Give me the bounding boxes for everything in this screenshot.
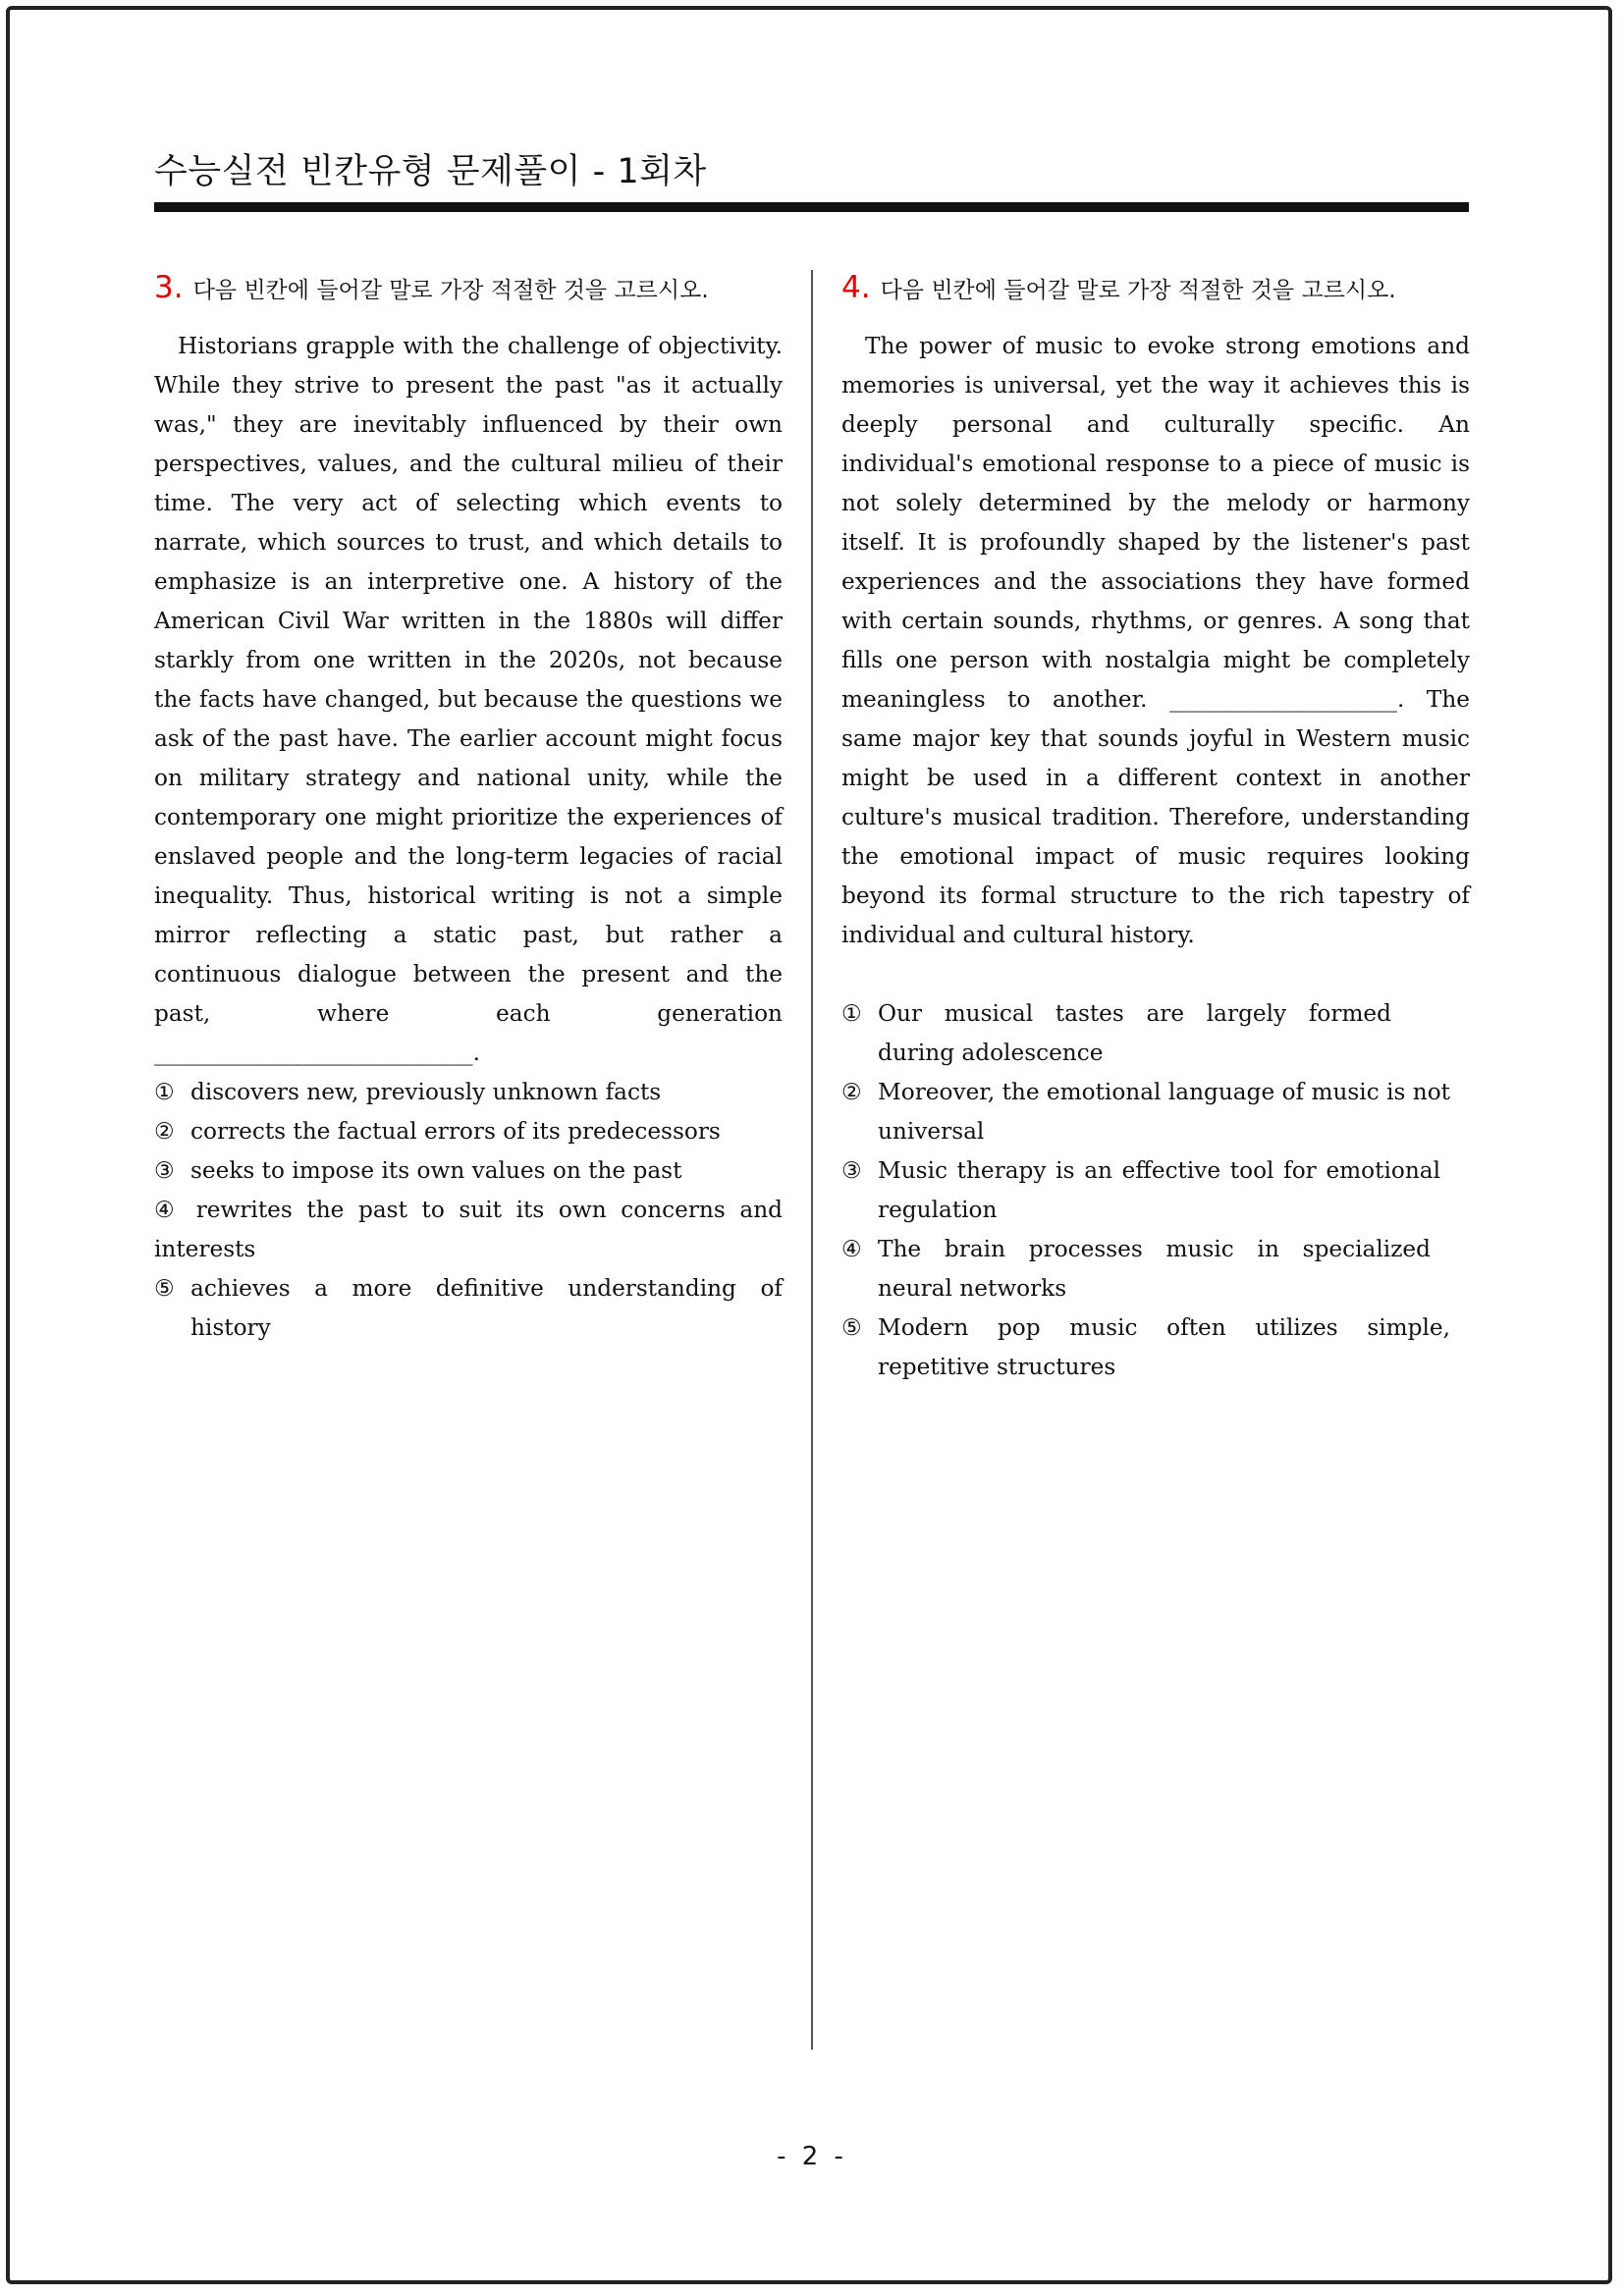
page-header: [154, 147, 1469, 196]
answer-option-3[interactable]: [154, 1151, 783, 1191]
option-text: The brain processes music in specialized neural networks: [878, 1236, 1431, 1302]
answer-option-3[interactable]: [841, 1151, 1470, 1230]
option-mark: ③: [154, 1157, 175, 1184]
option-text: seeks to impose its own values on the past: [190, 1157, 682, 1184]
option-mark: ④: [841, 1236, 862, 1262]
option-text: Music therapy is an effective tool for emotional regulation: [878, 1157, 1440, 1223]
answer-option-5[interactable]: [841, 1308, 1470, 1387]
header-rule: [154, 202, 1469, 212]
option-mark: ③: [841, 1157, 862, 1184]
question-number: 4.: [841, 270, 871, 305]
option-text: discovers new, previously unknown facts: [190, 1079, 662, 1105]
page-title: 수능실전 빈칸유형 문제풀이 - 1회차: [154, 152, 707, 191]
question-instruction: 다음 빈칸에 들어갈 말로 가장 적절한 것을 고르시오.: [880, 278, 1396, 303]
option-mark: ②: [841, 1079, 862, 1105]
answer-option-5[interactable]: [154, 1269, 783, 1348]
option-text: Moreover, the emotional language of music is not universal: [878, 1079, 1450, 1145]
answer-options: [154, 1073, 783, 1348]
question-number: 3.: [154, 270, 184, 305]
answer-options: [841, 994, 1470, 1387]
answer-option-2[interactable]: [154, 1112, 783, 1151]
option-mark: ①: [841, 1000, 862, 1027]
answer-option-4[interactable]: [841, 1230, 1470, 1308]
option-mark: ⑤: [841, 1314, 862, 1341]
question-header: [841, 265, 1470, 313]
question-4: [841, 265, 1470, 1387]
option-mark: ①: [154, 1079, 175, 1105]
option-text: Modern pop music often utilizes simple, repetitive structures: [878, 1314, 1450, 1380]
option-text: rewrites the past to suit its own concerns and interests: [154, 1197, 783, 1262]
option-text: Our musical tastes are largely formed during adolescence: [878, 1000, 1391, 1066]
question-3: [154, 265, 783, 1348]
answer-option-1[interactable]: [154, 1073, 783, 1112]
option-mark: ④: [154, 1197, 183, 1223]
page-number: - 2 -: [777, 2142, 847, 2171]
question-instruction: 다음 빈칸에 들어갈 말로 가장 적절한 것을 고르시오.: [192, 278, 709, 303]
option-mark: ②: [154, 1118, 175, 1145]
column-divider: [811, 270, 813, 2050]
option-mark: ⑤: [154, 1275, 175, 1302]
question-passage: The power of music to evoke strong emotions and memories is universal, yet the way it achieves this is deeply personal and culturally specific. An individual's emotional response to a piece of music is not solely determined by the melody or harmony itself. It is profoundly shaped by the listener's past experiences and the associations they have formed with certain sounds, rhythms, or genres. A song that fills one person with nostalgia might be completely meaningless to another. ____________________. The same major key that sounds joyful in Western music might be used in a different context in another culture's musical tradition. Therefore, understanding the emotional impact of music requires looking beyond its formal structure to the rich tapestry of individual and cultural history.: [841, 333, 1470, 948]
answer-option-2[interactable]: [841, 1073, 1470, 1151]
option-text: achieves a more definitive understanding of history: [190, 1275, 783, 1341]
option-text: corrects the factual errors of its predecessors: [190, 1118, 721, 1145]
spacer: [841, 955, 1470, 994]
question-passage: Historians grapple with the challenge of objectivity. While they strive to present the past "as it actually was," they are inevitably influenced by their own perspectives, values, and the cultural milieu of their time. The very act of selecting which events to narrate, which sources to trust, and which details to emphasize is an interpretive one. A history of the American Civil War written in the 1880s will differ starkly from one written in the 2020s, not because the facts have changed, but because the questions we ask of the past have. The earlier account might focus on military strategy and national unity, while the contemporary one might prioritize the experiences of enslaved people and the long-term legacies of racial inequality. Thus, historical writing is not a simple mirror reflecting a static past, but rather a continuous dialogue between the present and the past, where each generation ____________________________.: [154, 333, 783, 1066]
question-header: [154, 265, 783, 313]
answer-option-1[interactable]: [841, 994, 1470, 1073]
answer-option-4[interactable]: [154, 1191, 783, 1269]
